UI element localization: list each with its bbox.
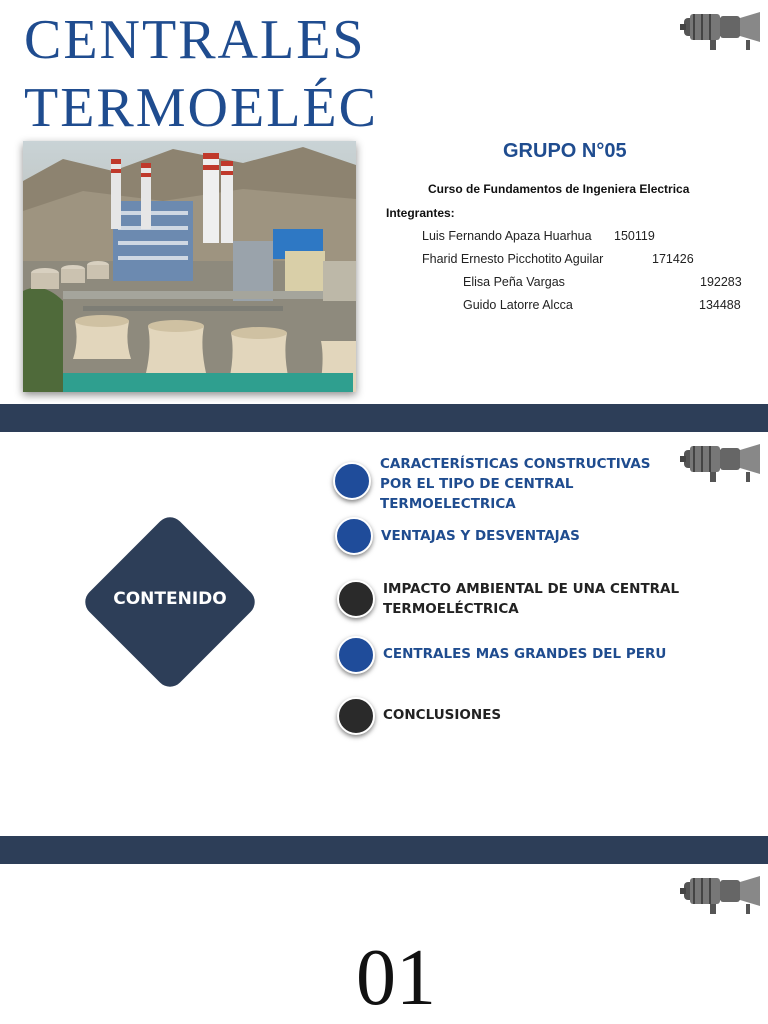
content-item-line: VENTAJAS Y DESVENTAJAS — [381, 528, 580, 544]
member-name: Guido Latorre Alcca — [463, 298, 573, 312]
content-item-line: CENTRALES MAS GRANDES DEL PERU — [383, 646, 667, 662]
turbine-icon — [680, 436, 764, 484]
content-item[interactable] — [383, 644, 666, 664]
bullet-dot — [337, 636, 375, 674]
contents-label: CONTENIDO — [113, 589, 227, 609]
slide-separator — [0, 404, 768, 432]
bullet-dot — [335, 517, 373, 555]
bullet-dot — [337, 697, 375, 735]
member-name: Fharid Ernesto Picchotito Aguilar — [422, 252, 604, 266]
member-code: 171426 — [652, 252, 694, 266]
title-line-1: CENTRALES — [24, 9, 366, 71]
content-item-line: CARACTERÍSTICAS CONSTRUCTIVAS — [380, 456, 651, 472]
content-item-line: TERMOELÉCTRICA — [383, 601, 519, 617]
course-name: Curso de Fundamentos de Ingeniera Electrica — [428, 182, 690, 196]
content-item[interactable] — [380, 454, 651, 514]
turbine-icon — [680, 4, 764, 52]
content-item[interactable] — [381, 526, 580, 546]
turbine-icon — [680, 868, 764, 916]
bullet-dot — [337, 580, 375, 618]
bullet-dot — [333, 462, 371, 500]
power-plant-photo — [23, 141, 356, 392]
member-name: Luis Fernando Apaza Huarhua — [422, 229, 592, 243]
content-item-line: TERMOELECTRICA — [380, 496, 516, 512]
member-name: Elisa Peña Vargas — [463, 275, 565, 289]
content-item-line: CONCLUSIONES — [383, 707, 502, 723]
members-label: Integrantes: — [386, 206, 455, 220]
section-number: 01 — [356, 934, 436, 1022]
member-code: 150119 — [614, 229, 655, 243]
content-item-line: POR EL TIPO DE CENTRAL — [380, 476, 574, 492]
content-item[interactable] — [383, 579, 679, 619]
title-line-2: TERMOELÉC — [24, 77, 378, 139]
member-code: 134488 — [699, 298, 741, 312]
group-title: GRUPO N°05 — [503, 140, 627, 162]
slide-separator — [0, 836, 768, 864]
member-code: 192283 — [700, 275, 742, 289]
content-item[interactable] — [383, 705, 501, 725]
content-item-line: IMPACTO AMBIENTAL DE UNA CENTRAL — [383, 581, 680, 597]
